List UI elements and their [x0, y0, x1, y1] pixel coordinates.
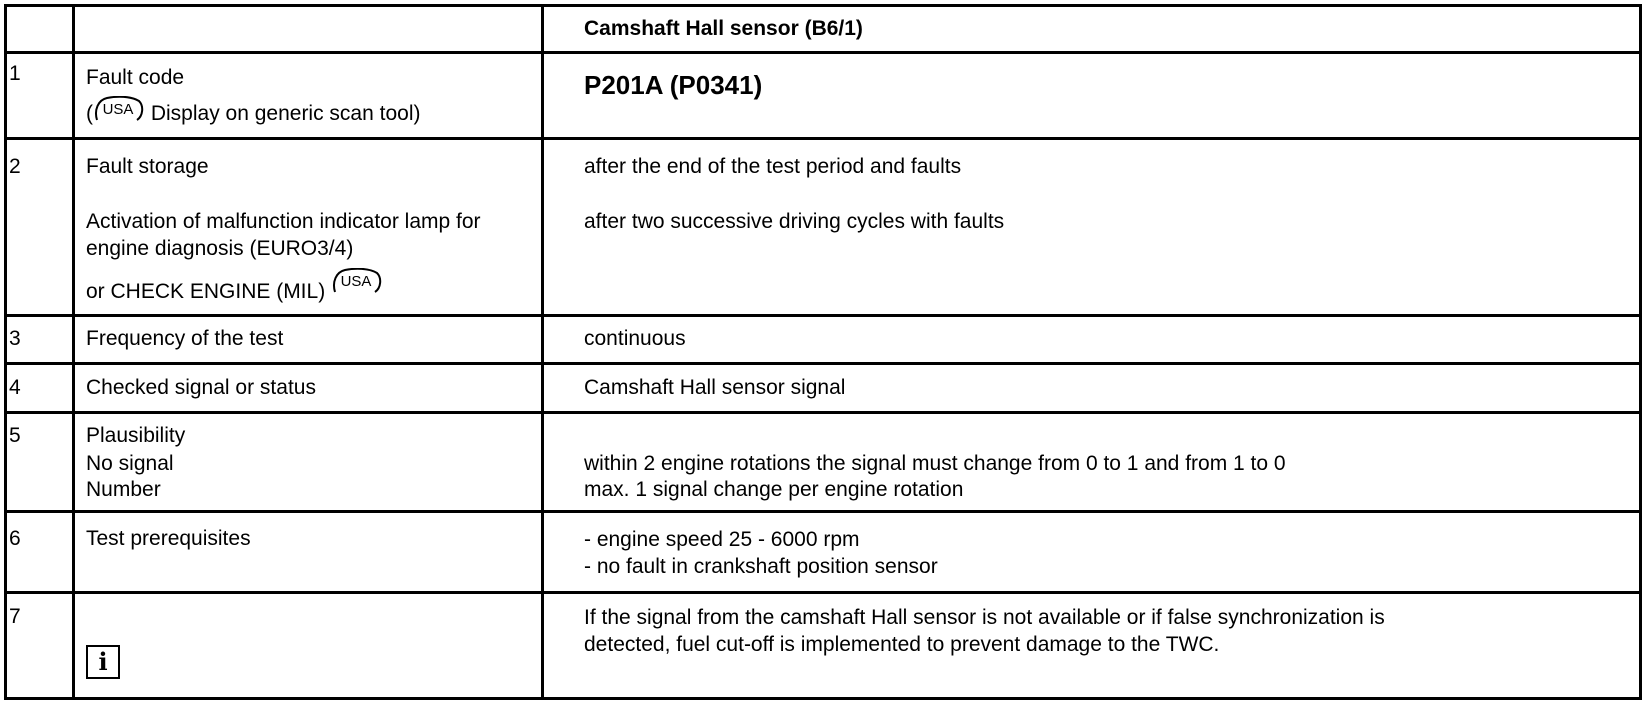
- generic-scan-tool-note: ( USA Display on generic scan tool): [86, 96, 420, 126]
- checked-signal-value: Camshaft Hall sensor signal: [584, 376, 846, 399]
- fault-code-value: P201A (P0341): [584, 70, 763, 100]
- info-icon: i: [86, 645, 120, 679]
- fault-storage-label: Fault storage: [86, 155, 209, 178]
- svg-text:USA: USA: [102, 101, 134, 118]
- test-frequency-value: continuous: [584, 327, 686, 350]
- row-divider: [4, 51, 1642, 54]
- usa-badge-icon: [331, 268, 383, 294]
- fault-code-label: Fault code: [86, 66, 185, 89]
- column-divider: [72, 4, 75, 700]
- info-note-text: detected, fuel cut-off is implemented to prevent damage to the TWC.: [584, 633, 1220, 656]
- test-prerequisites-label: Test prerequisites: [86, 527, 251, 550]
- row-divider: [4, 510, 1642, 513]
- test-frequency-label: Frequency of the test: [86, 327, 284, 350]
- no-signal-value: within 2 engine rotations the signal must change from 0 to 1 and from 1 to 0: [584, 452, 1286, 475]
- prerequisite-item: - engine speed 25 - 6000 rpm: [584, 528, 860, 551]
- column-divider: [541, 4, 544, 700]
- row-number: 3: [9, 327, 21, 350]
- checked-signal-label: Checked signal or status: [86, 376, 316, 399]
- row-number: 5: [9, 424, 21, 447]
- mil-activation-value: after two successive driving cycles with faults: [584, 210, 1005, 233]
- row-divider: [4, 362, 1642, 365]
- prerequisite-item: - no fault in crankshaft position sensor: [584, 555, 938, 578]
- number-value: max. 1 signal change per engine rotation: [584, 478, 964, 501]
- table-header-title: Camshaft Hall sensor (B6/1): [584, 17, 863, 40]
- usa-badge-icon: [93, 96, 145, 122]
- number-label: Number: [86, 478, 161, 501]
- row-number: 1: [9, 62, 21, 85]
- row-divider: [4, 411, 1642, 414]
- row-number: 4: [9, 376, 21, 399]
- row-number: 6: [9, 527, 21, 550]
- mil-activation-label: Activation of malfunction indicator lamp for: [86, 210, 481, 233]
- no-signal-label: No signal: [86, 452, 174, 475]
- svg-text:USA: USA: [340, 273, 372, 290]
- table-border-right: [1639, 4, 1642, 700]
- row-divider: [4, 137, 1642, 140]
- table-border-left: [4, 4, 7, 700]
- row-divider: [4, 314, 1642, 317]
- table-border-top: [4, 4, 1642, 7]
- row-divider: [4, 591, 1642, 594]
- row-number: 7: [9, 605, 21, 628]
- check-engine-label: or CHECK ENGINE (MIL) USA: [86, 268, 383, 304]
- info-note-text: If the signal from the camshaft Hall sensor is not available or if false synchronization is: [584, 606, 1385, 629]
- row-number: 2: [9, 155, 21, 178]
- plausibility-label: Plausibility: [86, 424, 186, 447]
- table-border-bottom: [4, 697, 1642, 700]
- fault-storage-value: after the end of the test period and faults: [584, 155, 962, 178]
- mil-activation-label: engine diagnosis (EURO3/4): [86, 237, 354, 260]
